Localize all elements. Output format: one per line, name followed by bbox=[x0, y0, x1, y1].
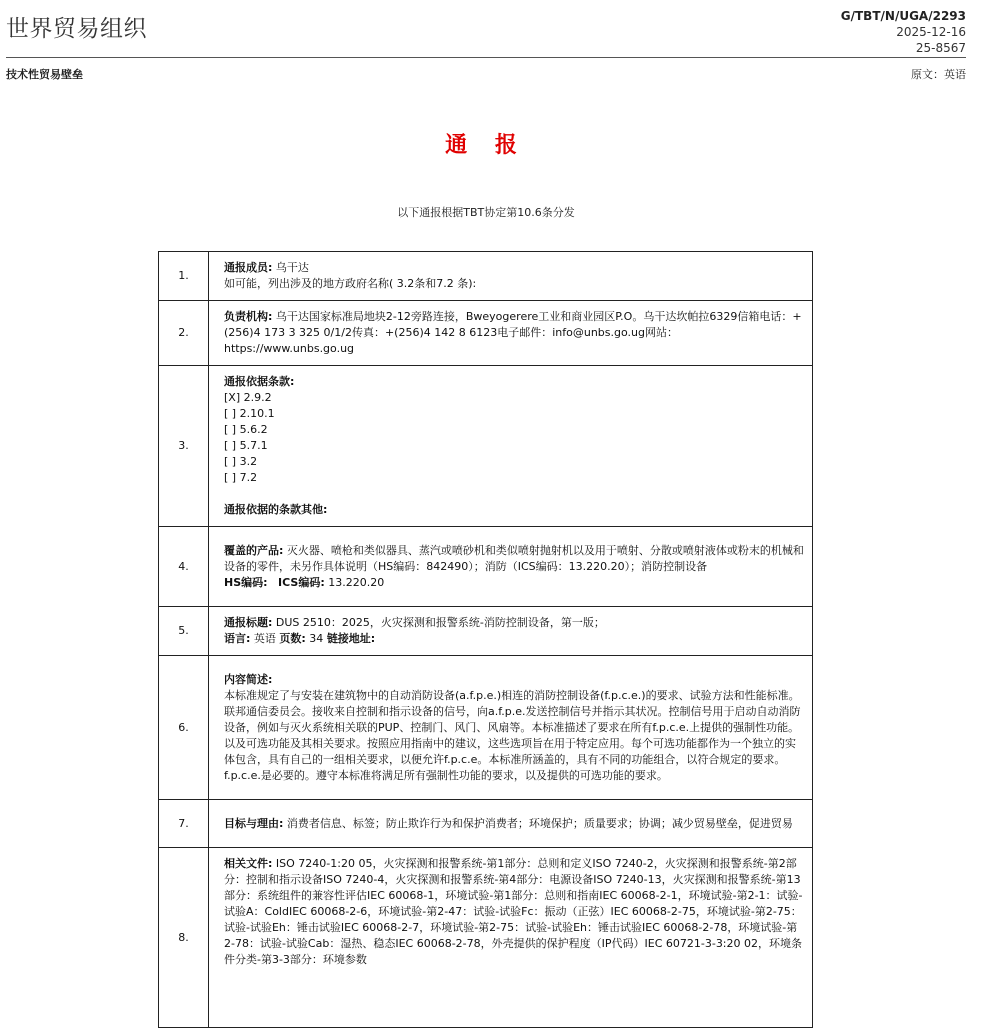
row-number: 6. bbox=[159, 656, 209, 800]
field-label: 通报依据条款: bbox=[224, 375, 295, 388]
table-row bbox=[159, 366, 813, 527]
field-value: 本标准规定了与安装在建筑物中的自动消防设备(a.f.p.e.)相连的消防控制设备(f.p.c.e.)的要求、试验方法和性能标准。联邦通信委员会。接收来自控制和指示设备的信号，向a.f.p.e.发送控制信号并指示其状况。控制信号用于启动自动消防设备，例如与灭火系统相关联的PUP、控制门、风门、风扇等。本标准描述了要求在所有f.p.c.e.上提供的强制性功能。以及可选功能及其相关要求。按照应用指南中的建议，这些选项旨在用于特定应用。每个可选功能都作为一个独立的实体包含，具有自己的一组相关要求，以便允许f.p.c.e。本标准所涵盖的，具有不同的功能组合，以符合规定的要求。f.p.c.e.是必要的。遵守本标准将满足所有强制性功能的要求，以及提供的可选功能的要求。 bbox=[224, 688, 801, 782]
field-label: 覆盖的产品: bbox=[224, 543, 284, 557]
field-value: ISO 7240-1:20 05，火灾探测和报警系统-第1部分：总则和定义ISO 7240-2，火灾探测和报警系统-第2部分：控制和指示设备ISO 7240-4，火灾探测和报警系统-第4部分：电源设备ISO 7240-13，火灾探测和报警系统-第13部分：系统组件的兼容性评估IEC 60068-1，环境试验-第1部分：总则和指南IEC 60068-2-1，环境试验-第2-1：试验-试验A：ColdIEC 60068-2-6，环境试验-第2-47：试验-试验Fc：振动（正弦）IEC 60068-2-75，环境试验-第2-75：试验-试验Eh：锤击试验IEC 60068-2-7，环境试验-第2-75：试验-试验Eh：锤击试验IEC 60068-2-78，环境试验-第2-78：试验-试验Cab：湿热、稳态IEC 60068-2-78，外壳提供的保护程度（IP代码）IEC 60721-3-3:20 02，环境条件分类-第3-3部分：环境参数 bbox=[224, 857, 803, 966]
field-note: 如可能，列出涉及的地方政府名称( 3.2条和7.2 条): bbox=[224, 277, 477, 290]
checkbox-option: [ ] 2.10.1 bbox=[224, 407, 275, 420]
field-value: 34 bbox=[305, 632, 327, 645]
field-value: 消费者信息、标签；防止欺诈行为和保护消费者；环境保护；质量要求；协调；减少贸易壁垒，促进贸易 bbox=[283, 816, 793, 830]
row-content bbox=[209, 656, 813, 800]
field-label: 语言: bbox=[224, 632, 251, 645]
original-language: 原文：英语 bbox=[911, 68, 966, 81]
field-value: 英语 bbox=[250, 632, 280, 645]
row-number: 8. bbox=[159, 848, 209, 1028]
table-row bbox=[159, 800, 813, 848]
row-number: 7. bbox=[159, 800, 209, 848]
row-number: 3. bbox=[159, 366, 209, 527]
field-value: 乌干达 bbox=[272, 261, 309, 274]
field-label: ICS编码: bbox=[278, 575, 325, 589]
field-value: DUS 2510：2025，火灾探测和报警系统-消防控制设备，第一版； bbox=[272, 616, 605, 629]
table-row bbox=[159, 252, 813, 301]
intro-text: 以下通报根据TBT协定第10.6条分发 bbox=[397, 206, 575, 219]
row-content bbox=[209, 848, 813, 1028]
row-number: 2. bbox=[159, 301, 209, 366]
document-date: 2025-12-16 bbox=[896, 25, 966, 39]
field-value: 乌干达国家标准局地块2-12旁路连接，Bweyogerere工业和商业园区P.O。乌干达坎帕拉6329信箱电话：+(256)4 173 3 325 0/1/2传真：+(256)4 142 8 6123电子邮件：info@unbs.go.ug网站：https://www.unbs.go.ug bbox=[224, 310, 802, 355]
document-meta bbox=[841, 8, 966, 56]
field-label: 通报标题: bbox=[224, 616, 273, 629]
field-value: 13.220.20 bbox=[324, 575, 385, 589]
row-number: 4. bbox=[159, 527, 209, 607]
committee-name: 技术性贸易壁垒 bbox=[6, 68, 83, 81]
row-content bbox=[209, 366, 813, 527]
field-value: 灭火器、喷枪和类似器具、蒸汽或喷砂机和类似喷射抛射机以及用于喷射、分散或喷射液体或粉末的机械和设备的零件，未另作具体说明（HS编码：842490）；消防（ICS编码：13.220.20）；消防控制设备 bbox=[224, 543, 804, 573]
row-number: 1. bbox=[159, 252, 209, 301]
row-content bbox=[209, 252, 813, 301]
checkbox-option: [ ] 7.2 bbox=[224, 471, 258, 484]
checkbox-option: [X] 2.9.2 bbox=[224, 391, 272, 404]
row-content bbox=[209, 301, 813, 366]
field-label: 通报成员: bbox=[224, 261, 273, 274]
row-number: 5. bbox=[159, 607, 209, 656]
table-row bbox=[159, 607, 813, 656]
document-symbol: G/TBT/N/UGA/2293 bbox=[840, 9, 966, 23]
field-label: 负责机构: bbox=[224, 310, 273, 323]
notification-table bbox=[158, 251, 813, 1028]
row-content bbox=[209, 800, 813, 848]
field-label: 目标与理由: bbox=[224, 816, 284, 830]
row-content bbox=[209, 527, 813, 607]
row-content bbox=[209, 607, 813, 656]
checkbox-option: [ ] 5.7.1 bbox=[224, 439, 268, 452]
field-label: 链接地址: bbox=[326, 632, 376, 645]
field-label: 页数: bbox=[279, 632, 306, 645]
table-row bbox=[159, 527, 813, 607]
notification-title: 通 报 bbox=[445, 133, 527, 158]
table-row bbox=[159, 848, 813, 1028]
field-label: HS编码: bbox=[224, 575, 268, 589]
table-row bbox=[159, 301, 813, 366]
field-label: 相关文件: bbox=[224, 857, 273, 870]
org-name: 世界贸易组织 bbox=[6, 16, 147, 42]
checkbox-option: [ ] 5.6.2 bbox=[224, 423, 268, 436]
reference-number: 25-8567 bbox=[915, 41, 966, 55]
field-label: 通报依据的条款其他: bbox=[224, 503, 328, 516]
header-divider bbox=[6, 57, 966, 58]
field-label: 内容简述: bbox=[224, 672, 273, 686]
checkbox-option: [ ] 3.2 bbox=[224, 455, 258, 468]
table-row bbox=[159, 656, 813, 800]
